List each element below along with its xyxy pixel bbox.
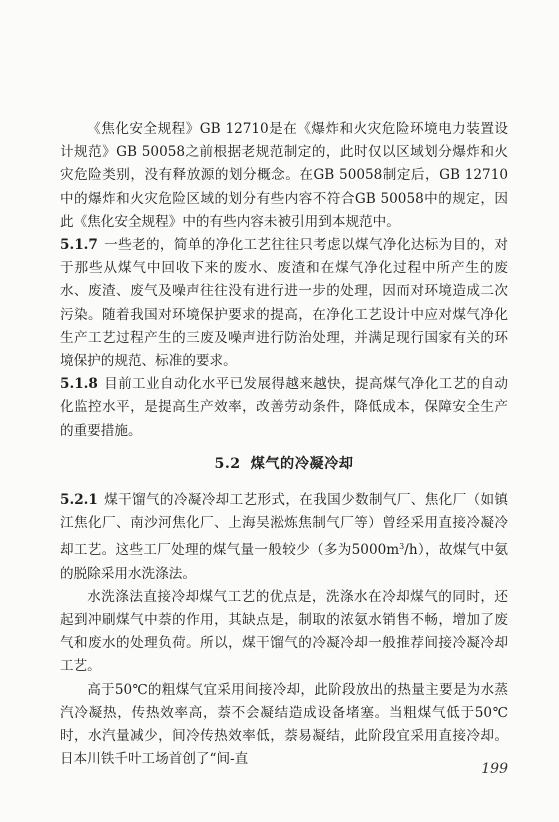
paragraph-water-washing: 水洗涤法直接冷却煤气工艺的优点是，洗涤水在冷却煤气的同时，还起到冲刷煤气中萘的作用，其缺点是，制取的浓氨水销售不畅，增加了废气和废水的处理负荷。所以，煤干馏气的冷凝冷却一般推荐间接冷凝冷却工艺。 xyxy=(60,588,508,675)
clause-number: 5.2.1 xyxy=(60,492,98,509)
clause-5-1-8 xyxy=(60,373,508,443)
section-title: 煤气的冷凝冷却 xyxy=(250,455,354,472)
clause-5-1-7 xyxy=(60,234,508,373)
clause-number: 5.1.8 xyxy=(60,376,98,393)
page-body xyxy=(60,118,508,771)
section-number: 5.2 xyxy=(214,455,241,472)
clause-5-2-1 xyxy=(60,489,508,586)
page-number: 199 xyxy=(481,761,508,777)
section-heading xyxy=(60,453,508,476)
paragraph-indirect-cooling: 高于50℃的粗煤气宜采用间接冷却，此阶段放出的热量主要是为水蒸汽冷凝热，传热效率高，萘不会凝结造成设备堵塞。当粗煤气低于50℃时，水汽量减少，间冷传热效率低，萘易凝结，此阶段宜采用直接冷却。日本川铁千叶工场首创了“间-直 xyxy=(60,681,508,768)
superscript: 3 xyxy=(399,542,405,552)
clause-text: 一些老的，简单的净化工艺往往只考虑以煤气净化达标为目的，对于那些从煤气中回收下来的废水、废渣和在煤气净化过程中所产生的废水、废渣、废气及噪声往往没有进行进一步的处理，因而对环境造成二次污染。随着我国对环境保护要求的提高，在净化工艺设计中应对煤气净化生产工艺过程产生的三废及噪声进行防治处理，并满足现行国家有关的环境保护的规范、标准的要求。 xyxy=(60,237,508,370)
paragraph-gb12710: 《焦化安全规程》GB 12710是在《爆炸和火灾危险环境电力装置设计规范》GB 50058之前根据老规范制定的，此时仅以区域划分爆炸和火灾危险类别，没有释放源的划分概念。在GB 50058制定后，GB 12710中的爆炸和火灾危险区域的划分有些内容不符合GB 50058中的规定，因此《焦化安全规程》中的有些内容未被引用到本规范中。 xyxy=(60,121,508,230)
clause-number: 5.1.7 xyxy=(60,237,98,254)
clause-text-cont: /h），故煤气中氨的脱除采用水洗涤法。 xyxy=(60,542,508,582)
clause-text: 煤干馏气的冷凝冷却工艺形式，在我国少数制气厂、焦化厂（如镇江焦化厂、南沙河焦化厂、上海吴淞炼焦制气厂等）曾经采用直接冷凝冷却工艺。这些工厂处理的煤气量一般较少（多为5000m xyxy=(60,492,508,559)
clause-text: 目前工业自动化水平已发展得越来越快，提高煤气净化工艺的自动化监控水平，是提高生产效率，改善劳动条件，降低成本，保障安全生产的重要措施。 xyxy=(60,376,508,439)
